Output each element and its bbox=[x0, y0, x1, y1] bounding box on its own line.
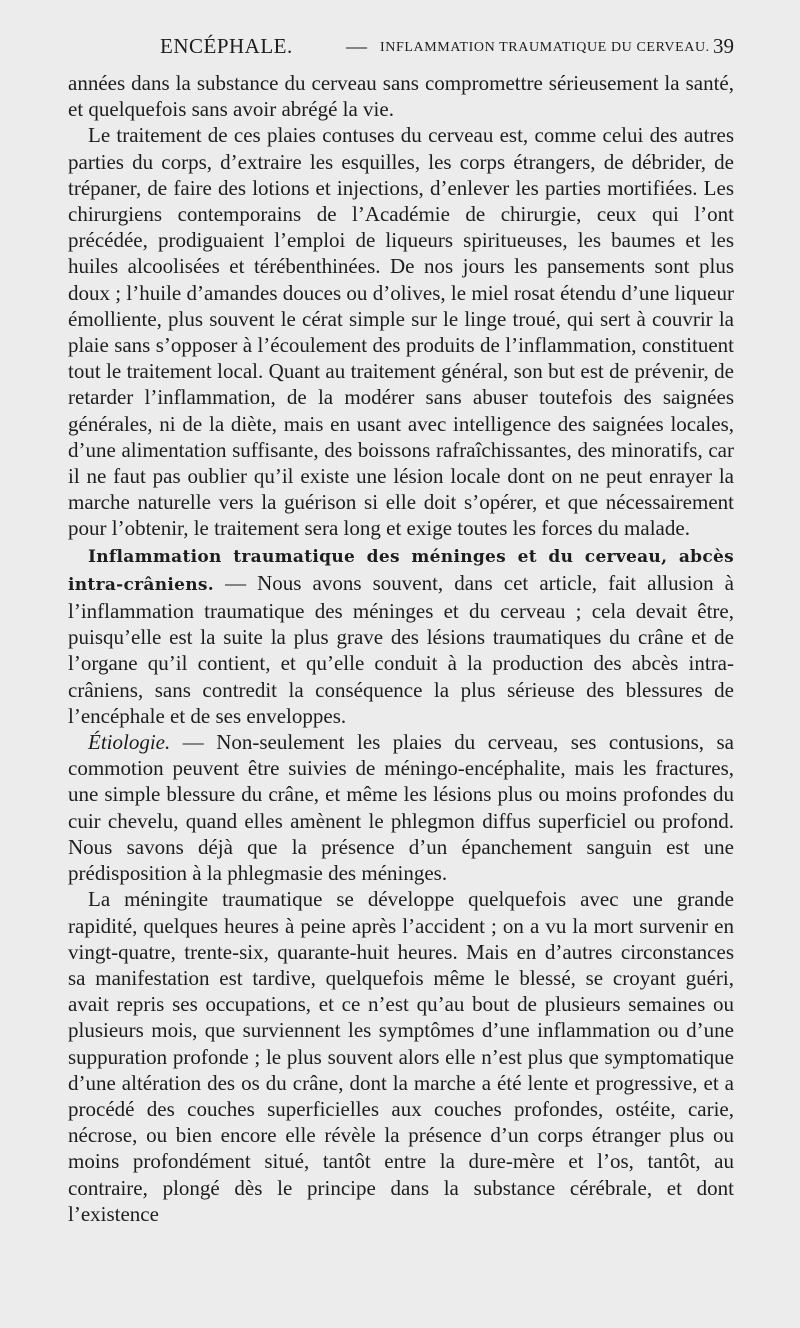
etiology-dash: — bbox=[170, 730, 217, 755]
body-text bbox=[68, 70, 734, 1227]
running-head-section: ENCÉPHALE. bbox=[160, 34, 293, 58]
etiology-label: Étiologie. bbox=[88, 730, 171, 755]
paragraph-inflammation bbox=[68, 542, 734, 729]
paragraph-meningitis: La méningite traumatique se développe quelquefois avec une grande rapidité, quelques heures à peine après l’accident ; on a vu la mort survenir en vingt-quatre, trente-six, quarante-huit heures. Mais en d’autres circonstances sa manifestation est tardive, quelquefois même le blessé, se croyant guéri, avait repris ses occupations, et ce n’est qu’au bout de plusieurs semaines ou plusieurs mois, que surviennent les symptômes d’une inflammation ou d’une suppuration profonde ; le plus souvent alors elle n’est plus que symptomatique d’une altération des os du crâne, dont la marche a été lente et progressive, et a procédé des couches superficielles aux couches profondes, ostéite, carie, nécrose, ou bien encore elle révèle la présence d’un corps étranger plus ou moins profondément situé, tantôt entre la dure-mère et l’os, tantôt, au contraire, plongé dès le principe dans la substance cérébrale, et dont l’existence bbox=[68, 887, 734, 1226]
running-head-title: INFLAMMATION TRAUMATIQUE DU CERVEAU. bbox=[380, 40, 710, 55]
page-number: 39 bbox=[713, 34, 734, 58]
running-head-dash: — bbox=[346, 34, 367, 58]
paragraph-continuation: années dans la substance du cerveau sans compromettre sérieusement la santé, et quelquefois sans avoir abrégé la vie. bbox=[68, 71, 734, 122]
paragraph-etiology-text: Non-seulement les plaies du cerveau, ses contusions, sa commotion peuvent être suivies de méningo-encéphalite, mais les fractures, une simple blessure du crâne, et même les lésions plus ou moins profondes du cuir chevelu, quand elles amènent le phlegmon diffus superficiel ou profond. Nous savons déjà que la présence d’un épanchement sanguin est une prédisposition à la phlegmasie des méninges. bbox=[68, 730, 734, 886]
section-heading: Inflammation traumatique des méninges et du cerveau, abcès intra-crâniens. bbox=[68, 546, 734, 595]
paragraph-treatment: Le traitement de ces plaies contuses du cerveau est, comme celui des autres parties du corps, d’extraire les esquilles, les corps étrangers, de débrider, de trépaner, de faire des lotions et injections, d’enlever les parties mortifiées. Les chirurgiens contemporains de l’Académie de chirurgie, ceux qui l’ont précédée, prodiguaient l’emploi de liqueurs spiritueuses, les baumes et les huiles alcoolisées et térébenthinées. De nos jours les pansements sont plus doux ; l’huile d’amandes douces ou d’olives, le miel rosat étendu d’une liqueur émolliente, plus souvent le cérat simple sur le linge troué, qui sert à couvrir la plaie sans s’opposer à l’écoulement des produits de l’inflammation, constituent tout le traitement local. Quant au traitement général, son but est de prévenir, de retarder l’inflammation, de la modérer sans abuser toutefois des saignées générales, ni de la diète, mais en usant avec intelligence des saignées locales, d’une alimentation suffisante, des boissons rafraîchissantes, des minoratifs, car il ne faut pas oublier qu’il existe une lésion locale dont on ne peut enrayer la marche naturelle vers la guérison si elle doit s’opérer, et que nécessairement pour l’obtenir, le traitement sera long et exige toutes les forces du malade. bbox=[68, 123, 734, 541]
running-head bbox=[68, 34, 738, 64]
section-heading-dash: — bbox=[214, 570, 258, 595]
paragraph-inflammation-text: Nous avons souvent, dans cet article, fait allusion à l’inflammation traumatique des méninges et du cerveau ; cela devait être, puisqu’elle est la suite la plus grave des lésions traumatiques du crâne et de l’organe qu’il contient, et qu’elle conduit à la production des abcès intra-crâniens, sans contredit la conséquence la plus sérieuse des blessures de l’encéphale et de ses enveloppes. bbox=[68, 570, 735, 728]
paragraph-etiology bbox=[68, 729, 734, 886]
